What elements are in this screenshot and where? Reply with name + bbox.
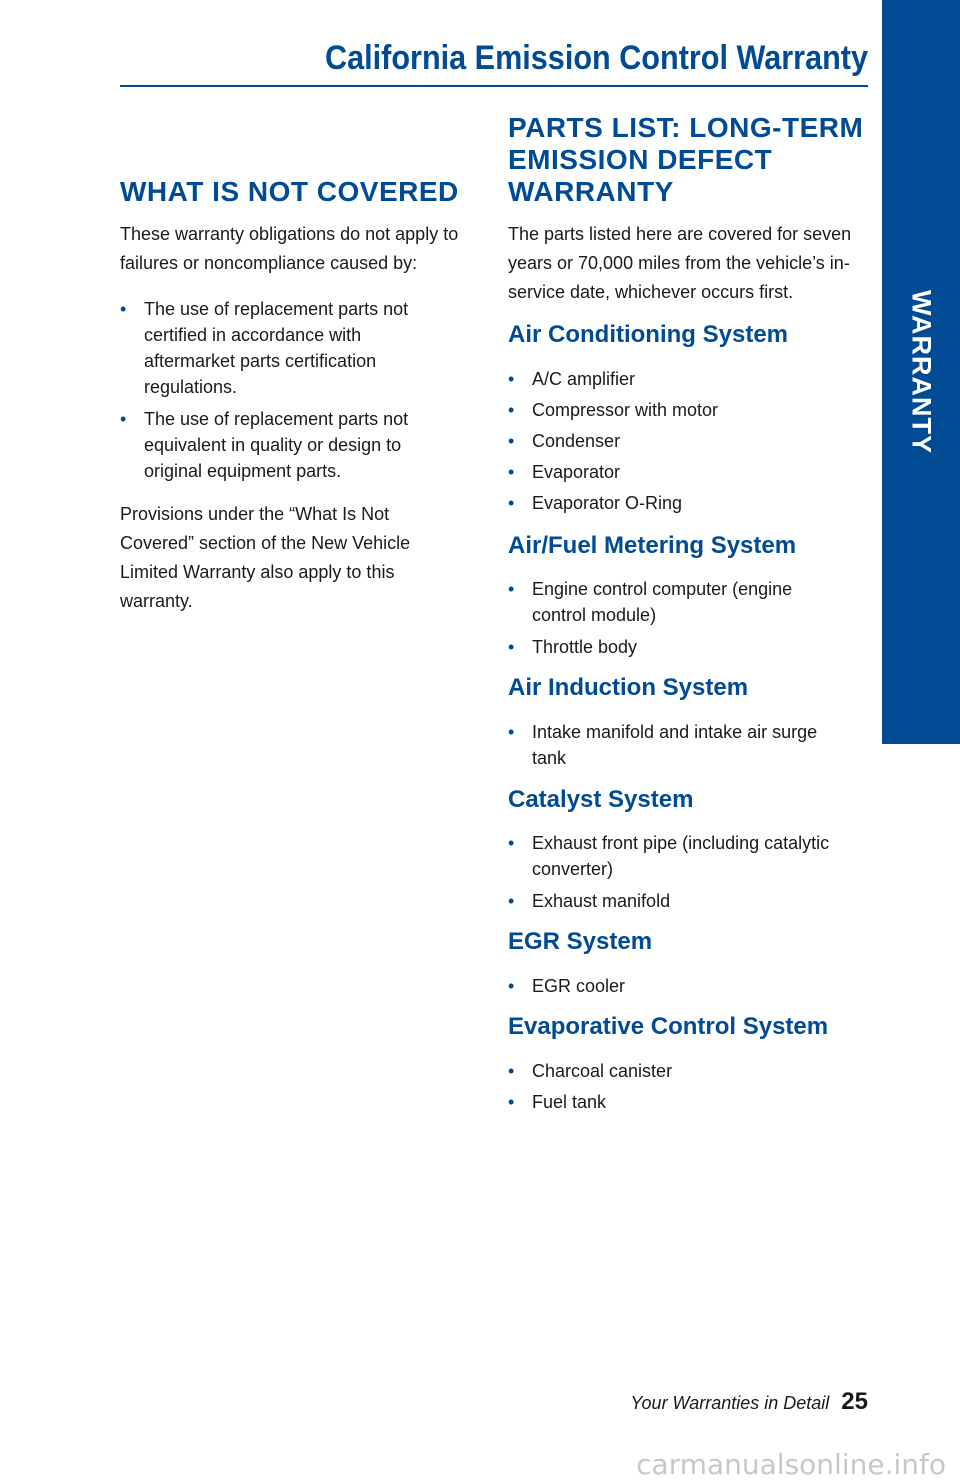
section-title-ac: Air Conditioning System [508, 321, 789, 348]
section-side-tab [882, 0, 960, 744]
egr-parts-list [508, 973, 870, 999]
not-covered-closing: Provisions under the “What Is Not Covered” section of the New Vehicle Limited Warranty also apply to this warranty. [120, 504, 411, 611]
list-item: • The use of replacement parts not equivalent in quality or design to original equipment parts. [120, 406, 450, 484]
footer-label: Your Warranties in Detail [630, 1393, 830, 1413]
side-tab-label: WARRANTY [906, 290, 937, 454]
evaporative-parts-list [508, 1058, 870, 1115]
list-item: • Exhaust manifold [508, 888, 870, 914]
ac-parts-list [508, 366, 870, 516]
page-title: California Emission Control Warranty [325, 39, 868, 77]
header-divider [120, 85, 868, 87]
parts-list-heading: PARTS LIST: LONG-TERM EMISSION DEFECT WARRANTY [508, 112, 864, 207]
list-item: • Engine control computer (engine control module) [508, 576, 838, 628]
catalyst-parts-list [508, 830, 870, 914]
section-title-evaporative: Evaporative Control System [508, 1013, 829, 1040]
parts-list-intro: The parts listed here are covered for seven years or 70,000 miles from the vehicle’s in-service date, whichever occurs first. [508, 224, 852, 302]
page-number: 25 [841, 1388, 868, 1415]
not-covered-intro: These warranty obligations do not apply to failures or noncompliance caused by: [120, 224, 459, 273]
air-fuel-parts-list [508, 576, 838, 660]
section-title-air-induction: Air Induction System [508, 674, 749, 701]
list-item: • Charcoal canister [508, 1058, 870, 1084]
list-item: • A/C amplifier [508, 366, 870, 392]
list-item: • Throttle body [508, 634, 838, 660]
list-item: • Fuel tank [508, 1089, 870, 1115]
list-item: • Compressor with motor [508, 397, 870, 423]
list-item: • The use of replacement parts not certified in accordance with aftermarket parts certification regulations. [120, 296, 450, 400]
list-item: • Evaporator [508, 459, 870, 485]
list-item: • Exhaust front pipe (including catalytic converter) [508, 830, 870, 882]
page-footer [631, 1388, 868, 1416]
section-title-air-fuel: Air/Fuel Metering System [508, 532, 797, 559]
page-header [120, 38, 868, 95]
list-item: • Intake manifold and intake air surge tank [508, 719, 853, 771]
not-covered-list [120, 296, 450, 484]
section-title-catalyst: Catalyst System [508, 786, 694, 813]
watermark: carmanualsonline.info [636, 1448, 946, 1481]
list-item: • Condenser [508, 428, 870, 454]
list-item: • Evaporator O-Ring [508, 490, 870, 516]
not-covered-heading: WHAT IS NOT COVERED [120, 176, 459, 207]
list-item: • EGR cooler [508, 973, 870, 999]
section-title-egr: EGR System [508, 928, 653, 955]
air-induction-parts-list [508, 719, 853, 771]
